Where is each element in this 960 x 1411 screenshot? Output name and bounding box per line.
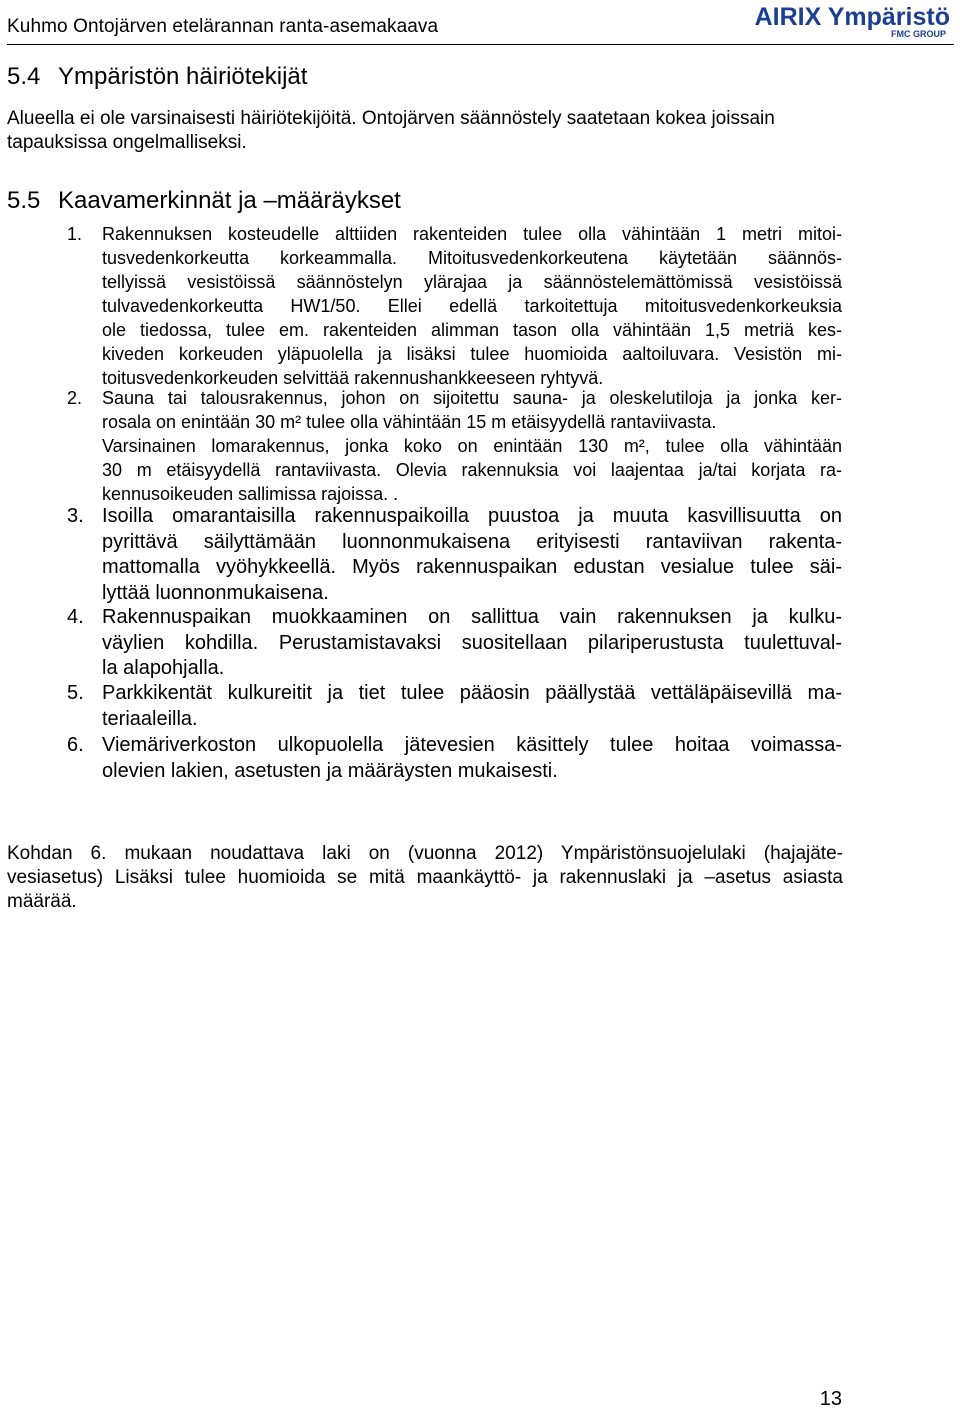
closing-paragraph bbox=[7, 842, 843, 914]
item-text bbox=[102, 504, 842, 606]
paragraph-line: Alueella ei ole varsinaisesti häiriötekijöitä. Ontojärven säännöstely saatetaan kokea joissain bbox=[7, 108, 775, 129]
item-number: 6. bbox=[67, 734, 84, 756]
paragraph-line: vesiasetus) Lisäksi tulee huomioida se mitä maankäyttö- ja rakennuslaki ja –asetus asiasta bbox=[7, 867, 843, 888]
item-number: 4. bbox=[67, 606, 84, 628]
page-number: 13 bbox=[819, 1388, 842, 1410]
paragraph-line: Kohdan 6. mukaan noudattava laki on (vuonna 2012) Ympäristönsuojelulaki (hajajäte- bbox=[7, 843, 843, 864]
logo-text: AIRIX Ympäristö bbox=[754, 3, 950, 31]
item-line: teriaaleilla. bbox=[102, 707, 198, 730]
paragraph-disturbances bbox=[7, 107, 843, 155]
section-number: 5.5 bbox=[7, 187, 41, 214]
item-line: 30 m etäisyydellä rantaviivasta. Olevia rakennuksia voi laajentaa ja/tai korjata ra- bbox=[102, 460, 842, 480]
item-line: tellyissä vesistöissä säännöstelyn ylärajaa ja säännöstelemättömissä vesistöissä bbox=[102, 272, 842, 292]
item-line: toitusvedenkorkeuden selvittää rakennushankkeeseen ryhtyvä. bbox=[102, 368, 604, 388]
item-line: pyrittävä säilyttämään luonnonmukaisena erityisesti rantaviivan rakenta- bbox=[102, 530, 842, 553]
item-line: lyttää luonnonmukaisena. bbox=[102, 581, 329, 604]
item-line: kennusoikeuden sallimissa rajoissa. . bbox=[102, 484, 399, 504]
item-line: rosala on enintään 30 m² tulee olla vähintään 15 m etäisyydellä rantaviivasta. bbox=[102, 412, 717, 432]
item-line: Varsinainen lomarakennus, jonka koko on enintään 130 m², tulee olla vähintään bbox=[102, 436, 842, 456]
section-heading-5-4 bbox=[7, 63, 307, 91]
airix-logo bbox=[732, 2, 952, 40]
item-line: Sauna tai talousrakennus, johon on sijoitettu sauna- ja oleskelutiloja ja jonka ker- bbox=[102, 388, 842, 408]
section-heading-5-5 bbox=[7, 187, 401, 215]
item-line: kiveden korkeuden yläpuolella ja lisäksi tulee huomioida aaltoiluvara. Vesistön mi- bbox=[102, 344, 842, 364]
item-text bbox=[102, 222, 842, 390]
section-number: 5.4 bbox=[7, 63, 41, 90]
item-line: Rakennuksen kosteudelle alttiiden rakenteiden tulee olla vähintään 1 metri mitoi- bbox=[102, 224, 842, 244]
paragraph-line: määrää. bbox=[7, 891, 77, 912]
item-line: la alapohjalla. bbox=[102, 657, 225, 679]
logo-subtext: FMC GROUP bbox=[891, 29, 946, 39]
item-text bbox=[102, 681, 842, 732]
page-header bbox=[7, 0, 954, 45]
item-line: ole tiedossa, tulee em. rakenteiden alimman tason olla vähintään 1,5 metriä kes- bbox=[102, 320, 842, 340]
item-number: 3. bbox=[67, 505, 84, 527]
item-line: Rakennuspaikan muokkaaminen on sallittua vain rakennuksen ja kulku- bbox=[102, 606, 842, 628]
item-line: Isoilla omarantaisilla rakennuspaikoilla puustoa ja muuta kasvillisuutta on bbox=[102, 505, 842, 527]
item-line: väylien kohdilla. Perustamistavaksi suositellaan pilariperustusta tuulettuval- bbox=[102, 631, 842, 654]
item-number: 5. bbox=[67, 682, 84, 704]
section-title: Ympäristön häiriötekijät bbox=[58, 63, 308, 90]
paragraph-line: tapauksissa ongelmalliseksi. bbox=[7, 132, 247, 153]
item-text bbox=[102, 386, 842, 506]
item-line: Parkkikentät kulkureitit ja tiet tulee pääosin päällystää vettäläpäisevillä ma- bbox=[102, 682, 842, 704]
item-text bbox=[102, 733, 842, 784]
section-title: Kaavamerkinnät ja –määräykset bbox=[58, 187, 401, 214]
item-line: tulvavedenkorkeutta HW1/50. Ellei edellä tarkoitettuja mitoitusvedenkorkeuksia bbox=[102, 296, 842, 316]
item-line: Viemäriverkoston ulkopuolella jätevesien käsittely tulee hoitaa voimassa- bbox=[102, 734, 842, 756]
item-number: 2. bbox=[67, 388, 83, 408]
item-line: tusvedenkorkeutta korkeammalla. Mitoitusvedenkorkeutena käytetään säännös- bbox=[102, 248, 842, 268]
item-number: 1. bbox=[67, 224, 83, 244]
item-line: olevien lakien, asetusten ja määräysten mukaisesti. bbox=[102, 759, 558, 782]
document-title: Kuhmo Ontojärven etelärannan ranta-asemakaava bbox=[7, 16, 439, 37]
item-line: mattomalla vyöhykkeellä. Myös rakennuspaikan edustan vesialue tulee säi- bbox=[102, 556, 842, 578]
item-text bbox=[102, 605, 842, 682]
